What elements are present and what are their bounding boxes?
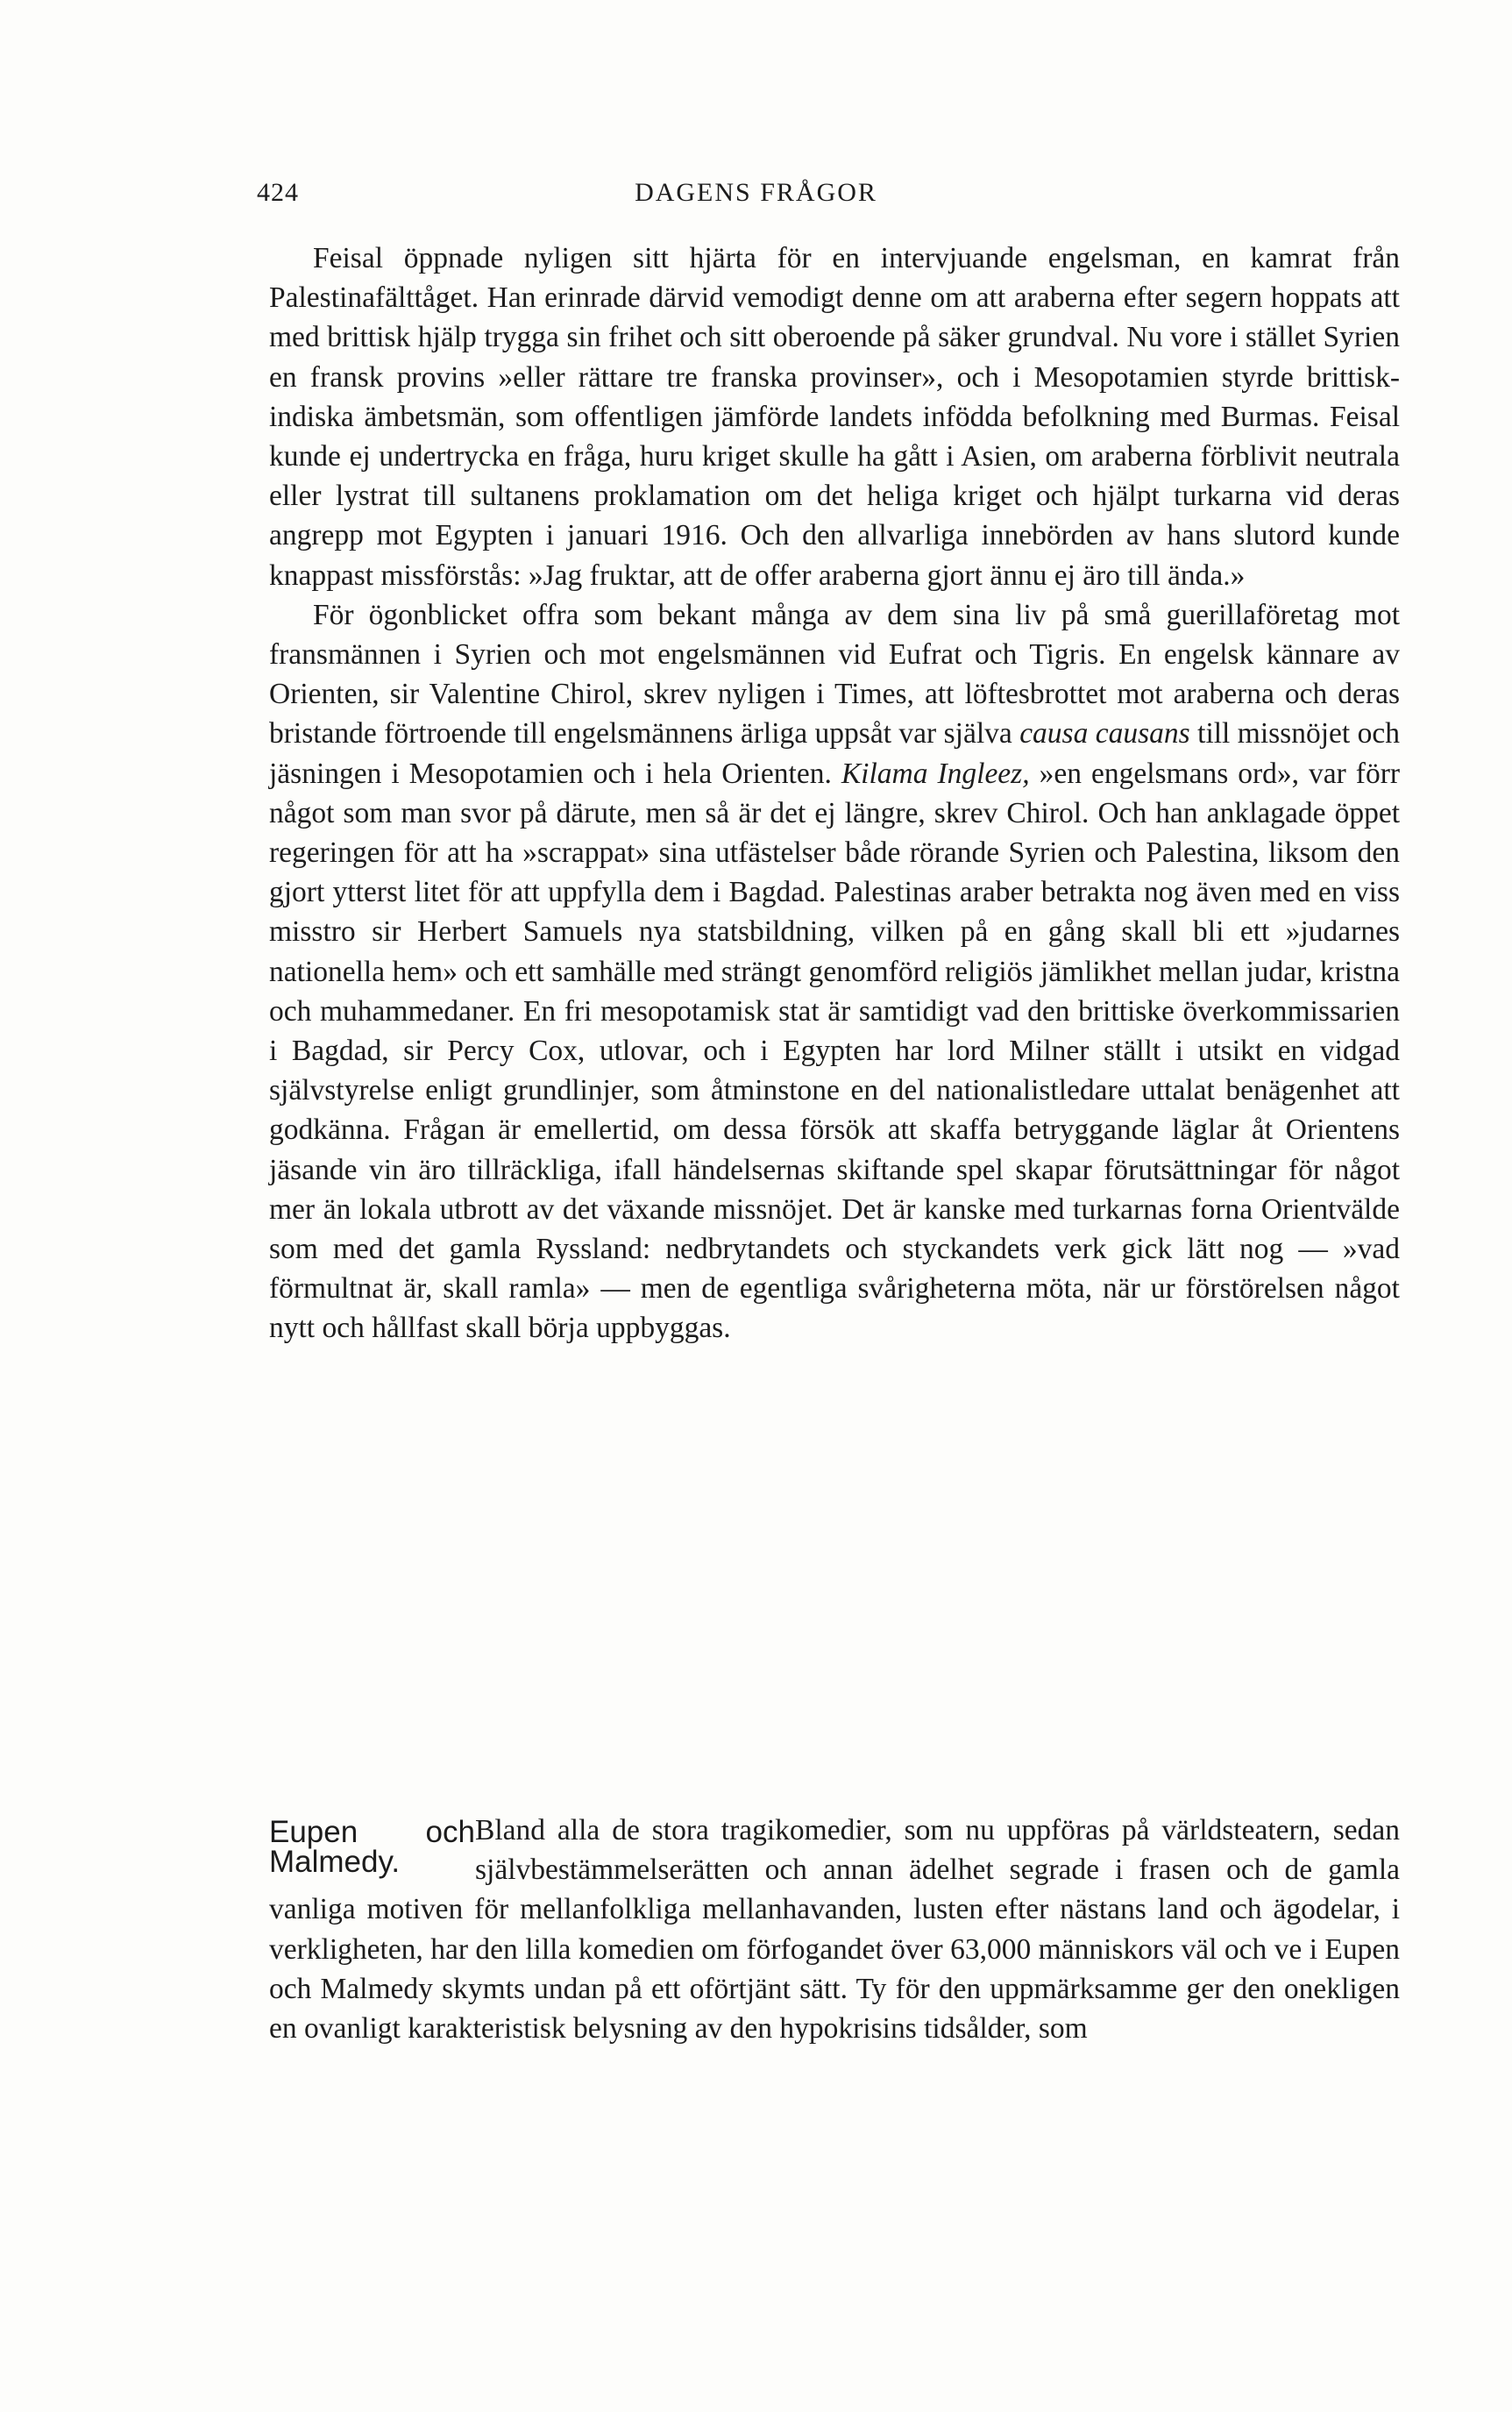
page-header: [0, 178, 1512, 213]
section-eupen-malmedy: [269, 1811, 1400, 2048]
paragraph-text: För ögonblicket offra som bekant många av dem sina liv på små guerillaföretag mot fransmännen i Syrien och mot engelsmännen vid Eufrat och Tigris. En engelsk kännare av Orienten, sir Valentine Chirol, skrev nyligen i Times, att löftesbrottet mot araberna och deras bristande förtroende till engelsmännens ärliga uppsåt var själva: [269, 598, 1400, 751]
running-head: DAGENS FRÅGOR: [635, 178, 877, 207]
latin-phrase: causa causans: [1019, 717, 1190, 751]
paragraph-guerilla: [269, 595, 1400, 1348]
margin-heading: Eupen och Malmedy.: [269, 1815, 475, 1879]
paragraph-eupen: Bland alla de stora tragikomedier, som nu uppföras på världsteatern, sedan självbestämmelserätten och annan ädelhet segrade i frasen och de gamla vanliga motiven för mellanfolkliga mellanhavanden, lusten efter nästans land och ägodelar, i verkligheten, har den lilla komedien om förfogandet över 63,000 människors väl och ve i Eupen och Malmedy skymts undan på ett oförtjänt sätt. Ty för den uppmärksamme ger den onekligen en ovanligt karakteristisk belysning av den hypokrisins tidsålder, som: [269, 1814, 1400, 2046]
paragraph-text: till missnöjet och jäsningen i Mesopotamien och i hela Orienten.: [269, 717, 1400, 790]
page-number: 424: [257, 178, 299, 207]
paragraph-feisal: Feisal öppnade nyligen sitt hjärta för en intervjuande engelsman, en kamrat från Palestinafälttåget. Han erinrade därvid vemodigt denne om att araberna efter segern hoppats att med brittisk hjälp trygga sin frihet och sitt oberoende på säker grundval. Nu vore i stället Syrien en fransk provins »eller rättare tre franska provinser», och i Mesopotamien styrde brittisk-indiska ämbetsmän, som offentligen jämförde landets infödda befolkning med Burmas. Feisal kunde ej undertrycka en fråga, huru kriget skulle ha gått i Asien, om araberna förblivit neutrala eller lystrat till sultanens proklamation om det heliga kriget och hjälpt turkarna vid deras angrepp mot Egypten i januari 1916. Och den allvarliga innebörden av hans slutord kunde knappast missförstås: »Jag fruktar, att de offer araberna gjort ännu ej äro till ända.»: [269, 242, 1400, 592]
arabic-phrase: Kilama Ingleez,: [841, 757, 1030, 790]
article-body: [269, 238, 1400, 1348]
paragraph-text: »en engelsmans ord», var förr något som man svor på därute, men så är det ej längre, skrev Chirol. Och han anklagade öppet regeringen för att ha »scrappat» sina utfästelser både rörande Syrien och Palestina, liksom den gjort ytterst litet för att uppfylla dem i Bagdad. Palestinas araber betrakta nog även med en viss misstro sir Herbert Samuels nya statsbildning, vilken på en gång skall bli ett »judarnes nationella hem» och ett samhälle med strängt genomförd religiös jämlikhet mellan judar, kristna och muhammedaner. En fri mesopotamisk stat är samtidigt vad den brittiske överkommissarien i Bagdad, sir Percy Cox, utlovar, och i Egypten har lord Milner ställt i utsikt en vidgad självstyrelse enligt grundlinjer, som åtminstone en del nationalistledare uttalat benägenhet att godkänna. Frågan är emellertid, om dessa försök att skaffa betryggande läglar åt Orientens jäsande vin äro tillräckliga, ifall händelsernas skiftande spel skapar förutsättningar för något mer än lokala utbrott av det växande missnöjet. Det är kanske med turkarnas forna Orientvälde som med det gamla Ryssland: nedbrytandets och styckandets verk gick lätt nog — »vad förmultnat är, skall ramla» — men de egentliga svårigheterna möta, när ur förstörelsen något nytt och hållfast skall börja uppbyggas.: [269, 757, 1401, 1345]
